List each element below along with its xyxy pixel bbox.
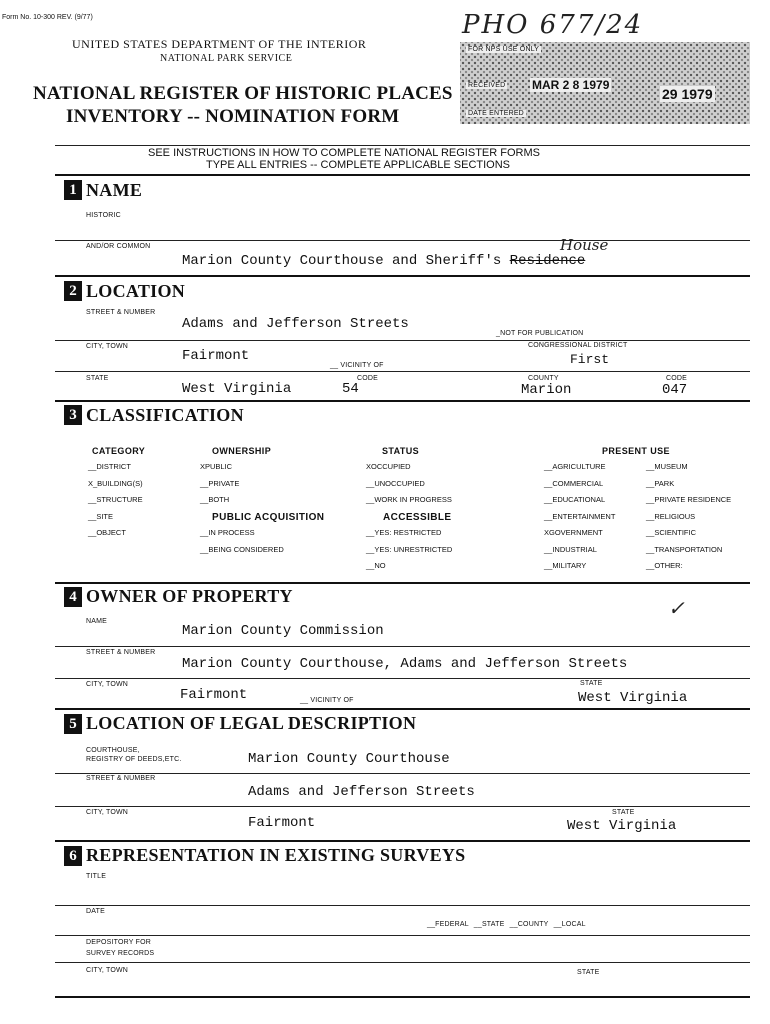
street-number-label: STREET & NUMBER bbox=[86, 309, 156, 316]
not-for-publication: _NOT FOR PUBLICATION bbox=[496, 330, 584, 337]
option-scientific: __SCIENTIFIC bbox=[646, 528, 697, 537]
option-other: __OTHER: bbox=[646, 561, 683, 570]
option-structure: __STRUCTURE bbox=[88, 495, 143, 504]
state-code-label: CODE bbox=[357, 375, 379, 382]
survey-title-label: TITLE bbox=[86, 873, 107, 880]
common-name-value bbox=[182, 253, 585, 269]
instructions-line2: TYPE ALL ENTRIES -- COMPLETE APPLICABLE SECTIONS bbox=[206, 159, 511, 171]
category-header: CATEGORY bbox=[92, 446, 146, 456]
common-name-label: AND/OR COMMON bbox=[86, 243, 151, 250]
county-code-label: CODE bbox=[666, 375, 688, 382]
section-2-title: LOCATION bbox=[86, 281, 186, 301]
struck-word: Residence bbox=[509, 253, 586, 269]
option-work-in-progress: __WORK IN PROGRESS bbox=[366, 495, 452, 504]
option-district: __DISTRICT bbox=[88, 462, 131, 471]
owner-name-value: Marion County Commission bbox=[182, 623, 384, 639]
owner-city-value: Fairmont bbox=[180, 687, 248, 703]
category-options bbox=[88, 462, 143, 545]
received-label: RECEIVED bbox=[468, 82, 506, 89]
owner-state-value: West Virginia bbox=[578, 690, 688, 706]
option-no: __NO bbox=[366, 561, 386, 570]
section-4-title: OWNER OF PROPERTY bbox=[86, 586, 293, 606]
service-name: NATIONAL PARK SERVICE bbox=[160, 53, 293, 64]
option-religious: __RELIGIOUS bbox=[646, 511, 696, 521]
ownership-header: OWNERSHIP bbox=[212, 446, 272, 456]
option-object: __OBJECT bbox=[88, 528, 126, 537]
courthouse-value: Marion County Courthouse bbox=[248, 751, 450, 767]
public-acquisition-options bbox=[200, 528, 284, 561]
option-occupied: XOCCUPIED bbox=[366, 462, 411, 471]
option-government: XGOVERNMENT bbox=[544, 528, 603, 537]
nps-use-only-box bbox=[460, 42, 750, 124]
option-park: __PARK bbox=[646, 478, 675, 488]
legal-street-value: Adams and Jefferson Streets bbox=[248, 784, 475, 800]
option-commercial: __COMMERCIAL bbox=[544, 478, 604, 488]
depository-label-line1: DEPOSITORY FOR bbox=[86, 939, 152, 946]
street-number-value: Adams and Jefferson Streets bbox=[182, 316, 409, 332]
owner-name-label: NAME bbox=[86, 618, 108, 625]
instructions-line1: SEE INSTRUCTIONS IN HOW TO COMPLETE NATIONAL REGISTER FORMS bbox=[148, 147, 540, 159]
public-acquisition-header: PUBLIC ACQUISITION bbox=[212, 512, 325, 523]
option-private-residence: __PRIVATE RESIDENCE bbox=[646, 495, 732, 504]
option-unoccupied: __UNOCCUPIED bbox=[366, 478, 425, 488]
section-6-title: REPRESENTATION IN EXISTING SURVEYS bbox=[86, 845, 466, 865]
option-transportation: __TRANSPORTATION bbox=[646, 544, 723, 554]
section-5-title: LOCATION OF LEGAL DESCRIPTION bbox=[86, 713, 417, 733]
handwritten-correction: House bbox=[560, 236, 609, 254]
congressional-district-label: CONGRESSIONAL DISTRICT bbox=[528, 342, 628, 349]
option-yes-restricted: __YES: RESTRICTED bbox=[366, 528, 442, 537]
legal-street-label: STREET & NUMBER bbox=[86, 775, 156, 782]
received-date-stamp: MAR 2 8 1979 bbox=[532, 78, 610, 92]
form-number: Form No. 10-300 REV. (9/77) bbox=[2, 14, 93, 21]
state-label: STATE bbox=[86, 375, 109, 382]
survey-levels: __FEDERAL __STATE __COUNTY __LOCAL bbox=[427, 921, 586, 928]
legal-state-label: STATE bbox=[612, 809, 635, 816]
county-value: Marion bbox=[521, 382, 572, 398]
option-public: XPUBLIC bbox=[200, 462, 233, 471]
legal-city-label: CITY, TOWN bbox=[86, 809, 129, 816]
owner-street-label: STREET & NUMBER bbox=[86, 649, 156, 656]
department-name: UNITED STATES DEPARTMENT OF THE INTERIOR bbox=[72, 37, 367, 51]
depository-label-line2: SURVEY RECORDS bbox=[86, 950, 155, 957]
city-town-value: Fairmont bbox=[182, 348, 250, 364]
option-both: __BOTH bbox=[200, 495, 230, 504]
section-3-title: CLASSIFICATION bbox=[86, 405, 244, 425]
accessible-options bbox=[366, 528, 452, 578]
section-2-number: 2 bbox=[64, 281, 82, 301]
state-code-value: 54 bbox=[342, 381, 359, 397]
vicinity-label: __ VICINITY OF bbox=[330, 362, 384, 369]
county-label: COUNTY bbox=[528, 375, 559, 382]
owner-vicinity-label: __ VICINITY OF bbox=[300, 697, 354, 704]
option-industrial: __INDUSTRIAL bbox=[544, 544, 597, 554]
section-5-number: 5 bbox=[64, 714, 82, 734]
option-buildings: X_BUILDING(S) bbox=[88, 478, 143, 488]
option-entertainment: __ENTERTAINMENT bbox=[544, 511, 616, 521]
date-entered-stamp: 29 1979 bbox=[662, 86, 713, 102]
survey-city-label: CITY, TOWN bbox=[86, 967, 129, 974]
historic-label: HISTORIC bbox=[86, 212, 121, 219]
congressional-district-value: First bbox=[570, 352, 610, 367]
courthouse-label-line1: COURTHOUSE, bbox=[86, 747, 140, 754]
nps-use-only-label: FOR NPS USE ONLY bbox=[468, 46, 540, 53]
owner-street-value: Marion County Courthouse, Adams and Jefferson Streets bbox=[182, 656, 628, 672]
option-military: __MILITARY bbox=[544, 561, 587, 570]
legal-state-value: West Virginia bbox=[567, 818, 677, 834]
option-agriculture: __AGRICULTURE bbox=[544, 462, 606, 471]
state-value: West Virginia bbox=[182, 381, 292, 397]
county-code-value: 047 bbox=[662, 382, 688, 398]
form-title-line2: INVENTORY -- NOMINATION FORM bbox=[66, 106, 400, 127]
owner-city-label: CITY, TOWN bbox=[86, 681, 129, 688]
option-in-process: __IN PROCESS bbox=[200, 528, 255, 537]
option-being-considered: __BEING CONSIDERED bbox=[200, 544, 284, 554]
accessible-header: ACCESSIBLE bbox=[383, 512, 452, 523]
city-town-label: CITY, TOWN bbox=[86, 343, 129, 350]
courthouse-label-line2: REGISTRY OF DEEDS,ETC. bbox=[86, 756, 182, 763]
status-header: STATUS bbox=[382, 446, 420, 456]
section-3-number: 3 bbox=[64, 405, 82, 425]
date-entered-label: DATE ENTERED bbox=[468, 110, 524, 117]
survey-date-label: DATE bbox=[86, 908, 105, 915]
survey-state-label: STATE bbox=[577, 969, 600, 976]
owner-state-label: STATE bbox=[580, 680, 603, 687]
option-yes-unrestricted: __YES: UNRESTRICTED bbox=[366, 544, 453, 554]
option-educational: __EDUCATIONAL bbox=[544, 495, 606, 504]
common-name-text: Marion County Courthouse and Sheriff's bbox=[182, 253, 502, 269]
legal-city-value: Fairmont bbox=[248, 815, 316, 831]
status-options bbox=[366, 462, 452, 512]
handwritten-reference-number: PHO 677/24 bbox=[462, 10, 644, 40]
option-private: __PRIVATE bbox=[200, 478, 240, 488]
section-1-title: NAME bbox=[86, 180, 143, 200]
present-use-options-2 bbox=[646, 462, 731, 578]
present-use-options-1 bbox=[544, 462, 615, 578]
section-1-number: 1 bbox=[64, 180, 82, 200]
form-title-line1: NATIONAL REGISTER OF HISTORIC PLACES bbox=[33, 83, 453, 104]
option-museum: __MUSEUM bbox=[646, 462, 688, 471]
section-4-number: 4 bbox=[64, 587, 82, 607]
option-site: __SITE bbox=[88, 511, 114, 521]
ownership-options bbox=[200, 462, 239, 512]
present-use-header: PRESENT USE bbox=[602, 446, 670, 456]
section-6-number: 6 bbox=[64, 846, 82, 866]
check-mark: ✓ bbox=[668, 596, 685, 620]
